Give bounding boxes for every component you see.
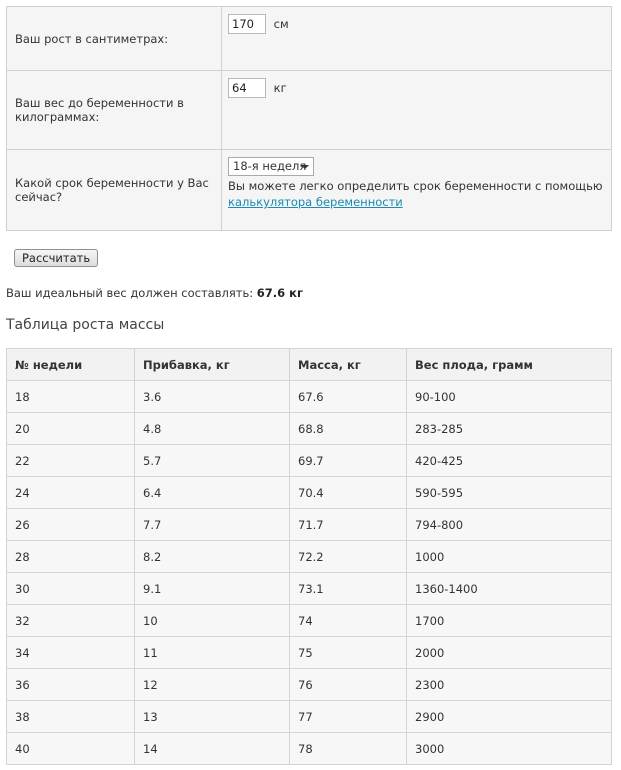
- result-line: [6, 286, 303, 300]
- calculate-button[interactable]: Рассчитать: [14, 249, 98, 267]
- weight-unit: кг: [273, 81, 287, 95]
- table-row: [7, 701, 612, 733]
- cell-week: 26: [7, 509, 135, 541]
- cell-gain: 5.7: [135, 445, 290, 477]
- week-hint: [228, 178, 605, 210]
- cell-gain: 12: [135, 669, 290, 701]
- cell-fetus-weight: 1000: [407, 541, 612, 573]
- table-row: [7, 733, 612, 765]
- cell-gain: 6.4: [135, 477, 290, 509]
- cell-gain: 4.8: [135, 413, 290, 445]
- week-select[interactable]: [228, 157, 314, 176]
- cell-week: 36: [7, 669, 135, 701]
- week-hint-text: Вы можете легко определить срок беременности с помощью: [228, 179, 603, 193]
- cell-mass: 76: [290, 669, 407, 701]
- table-row: [7, 381, 612, 413]
- header-fetus-weight: Вес плода, грамм: [407, 349, 612, 381]
- cell-fetus-weight: 1700: [407, 605, 612, 637]
- height-input[interactable]: [228, 14, 266, 34]
- week-label: Какой срок беременности у Вас сейчас?: [7, 150, 222, 231]
- cell-gain: 7.7: [135, 509, 290, 541]
- result-value: 67.6 кг: [256, 286, 303, 300]
- cell-week: 34: [7, 637, 135, 669]
- cell-mass: 68.8: [290, 413, 407, 445]
- cell-fetus-weight: 420-425: [407, 445, 612, 477]
- cell-week: 30: [7, 573, 135, 605]
- cell-week: 22: [7, 445, 135, 477]
- height-unit: см: [273, 17, 289, 31]
- cell-mass: 77: [290, 701, 407, 733]
- cell-fetus-weight: 90-100: [407, 381, 612, 413]
- cell-mass: 69.7: [290, 445, 407, 477]
- cell-gain: 9.1: [135, 573, 290, 605]
- table-header-row: [7, 349, 612, 381]
- cell-gain: 13: [135, 701, 290, 733]
- cell-mass: 72.2: [290, 541, 407, 573]
- cell-fetus-weight: 794-800: [407, 509, 612, 541]
- pregnancy-calculator-link[interactable]: калькулятора беременности: [228, 195, 403, 209]
- table-row: [7, 605, 612, 637]
- table-row: [7, 477, 612, 509]
- cell-fetus-weight: 1360-1400: [407, 573, 612, 605]
- result-label: Ваш идеальный вес должен составлять:: [6, 286, 254, 300]
- table-row: [7, 573, 612, 605]
- cell-week: 38: [7, 701, 135, 733]
- cell-mass: 74: [290, 605, 407, 637]
- weight-calculator-form: [6, 6, 612, 231]
- cell-week: 18: [7, 381, 135, 413]
- header-week: № недели: [7, 349, 135, 381]
- cell-mass: 75: [290, 637, 407, 669]
- height-label: Ваш рост в сантиметрах:: [7, 7, 222, 71]
- week-select-value: 18-я неделя: [233, 159, 307, 173]
- header-gain: Прибавка, кг: [135, 349, 290, 381]
- table-row: [7, 669, 612, 701]
- cell-mass: 71.7: [290, 509, 407, 541]
- cell-week: 40: [7, 733, 135, 765]
- cell-gain: 14: [135, 733, 290, 765]
- cell-mass: 78: [290, 733, 407, 765]
- table-row: [7, 445, 612, 477]
- cell-gain: 11: [135, 637, 290, 669]
- table-row: [7, 413, 612, 445]
- weight-label: Ваш вес до беременности в килограммах:: [7, 71, 222, 150]
- header-mass: Масса, кг: [290, 349, 407, 381]
- cell-mass: 73.1: [290, 573, 407, 605]
- cell-fetus-weight: 283-285: [407, 413, 612, 445]
- cell-week: 20: [7, 413, 135, 445]
- table-row: [7, 541, 612, 573]
- weight-gain-table: [6, 348, 612, 765]
- cell-fetus-weight: 3000: [407, 733, 612, 765]
- table-row: [7, 637, 612, 669]
- cell-week: 28: [7, 541, 135, 573]
- cell-fetus-weight: 2300: [407, 669, 612, 701]
- cell-gain: 8.2: [135, 541, 290, 573]
- chevron-down-icon: [301, 165, 309, 169]
- cell-mass: 70.4: [290, 477, 407, 509]
- cell-week: 32: [7, 605, 135, 637]
- cell-fetus-weight: 2900: [407, 701, 612, 733]
- cell-gain: 10: [135, 605, 290, 637]
- table-row: [7, 509, 612, 541]
- cell-fetus-weight: 2000: [407, 637, 612, 669]
- cell-mass: 67.6: [290, 381, 407, 413]
- cell-gain: 3.6: [135, 381, 290, 413]
- cell-fetus-weight: 590-595: [407, 477, 612, 509]
- weight-input[interactable]: [228, 78, 266, 98]
- cell-week: 24: [7, 477, 135, 509]
- table-title: Таблица роста массы: [6, 317, 165, 333]
